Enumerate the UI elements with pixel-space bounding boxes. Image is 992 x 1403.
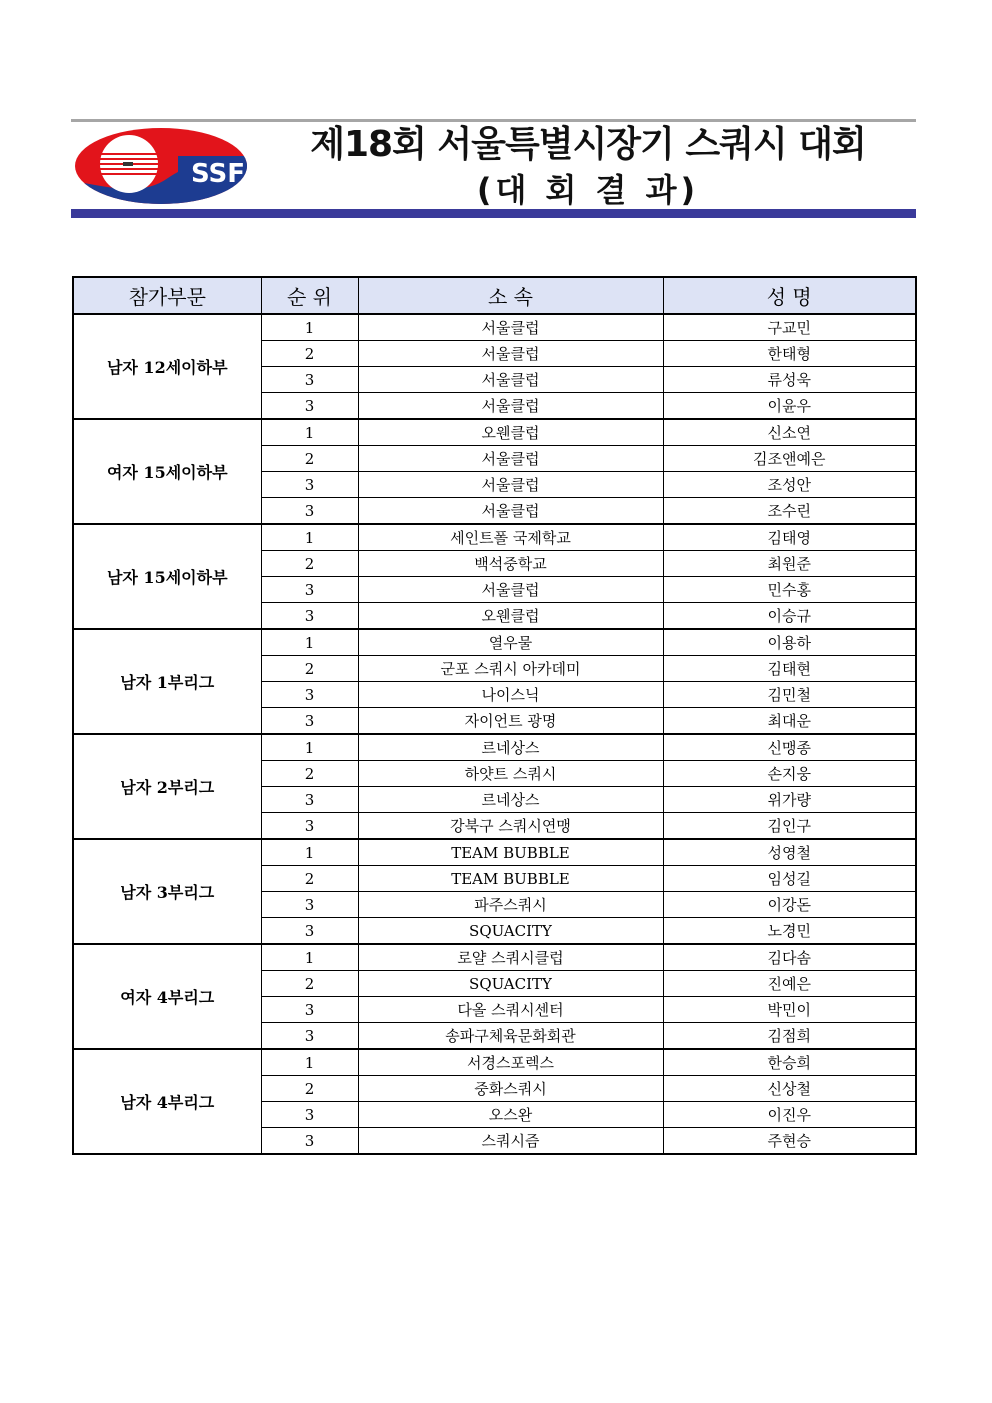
club-cell: 오웬클럽 [358,603,663,630]
club-cell: 서울클럽 [358,498,663,525]
rank-cell: 3 [261,498,358,525]
rank-cell: 3 [261,892,358,918]
rank-cell: 1 [261,524,358,551]
rank-cell: 3 [261,787,358,813]
club-cell: 서울클럽 [358,446,663,472]
rank-cell: 2 [261,656,358,682]
name-cell: 김태현 [663,656,916,682]
table-header-row [73,277,916,314]
header-rank: 순 위 [261,277,358,314]
logo-text: SSF [191,159,246,189]
rank-cell: 3 [261,1102,358,1128]
club-cell: 오웬클럽 [358,419,663,446]
name-cell: 주현승 [663,1128,916,1155]
rank-cell: 2 [261,341,358,367]
rank-cell: 3 [261,603,358,630]
club-cell: TEAM BUBBLE [358,839,663,866]
header-division: 참가부문 [73,277,261,314]
club-cell: 서울클럽 [358,393,663,420]
division-cell: 남자 1부리그 [73,629,261,734]
club-cell: SQUACITY [358,918,663,945]
club-cell: 서울클럽 [358,341,663,367]
name-cell: 임성길 [663,866,916,892]
rank-cell: 3 [261,472,358,498]
name-cell: 진예은 [663,971,916,997]
rank-cell: 1 [261,314,358,341]
name-cell: 신소연 [663,419,916,446]
name-cell: 성영철 [663,839,916,866]
club-cell: 서울클럽 [358,367,663,393]
name-cell: 김민철 [663,682,916,708]
rank-cell: 3 [261,997,358,1023]
table-row [73,839,916,866]
rank-cell: 3 [261,918,358,945]
rank-cell: 1 [261,734,358,761]
name-cell: 노경민 [663,918,916,945]
club-cell: 서울클럽 [358,472,663,498]
name-cell: 이윤우 [663,393,916,420]
table-row [73,1049,916,1076]
table-row [73,629,916,656]
name-cell: 조성안 [663,472,916,498]
club-cell: 군포 스쿼시 아카데미 [358,656,663,682]
name-cell: 최대운 [663,708,916,735]
rank-cell: 2 [261,761,358,787]
rank-cell: 3 [261,813,358,840]
club-cell: 송파구체육문화회관 [358,1023,663,1050]
table-row [73,734,916,761]
club-cell: 파주스쿼시 [358,892,663,918]
rank-cell: 3 [261,682,358,708]
club-cell: 하얏트 스쿼시 [358,761,663,787]
club-cell: 자이언트 광명 [358,708,663,735]
title-line-1: 제18회 서울특별시장기 스쿼시 대회 [310,124,866,165]
name-cell: 신맹종 [663,734,916,761]
name-cell: 민수홍 [663,577,916,603]
rank-cell: 3 [261,577,358,603]
club-cell: 서경스포렉스 [358,1049,663,1076]
rank-cell: 3 [261,367,358,393]
name-cell: 김다솜 [663,944,916,971]
division-cell: 남자 2부리그 [73,734,261,839]
name-cell: 김점희 [663,1023,916,1050]
name-cell: 박민이 [663,997,916,1023]
club-cell: 서울클럽 [358,577,663,603]
club-cell: 백석중학교 [358,551,663,577]
ssf-logo [73,126,249,206]
table-row [73,944,916,971]
club-cell: 다올 스쿼시센터 [358,997,663,1023]
club-cell: 스쿼시즘 [358,1128,663,1155]
club-cell: 강북구 스쿼시연맹 [358,813,663,840]
rank-cell: 2 [261,866,358,892]
club-cell: 르네상스 [358,787,663,813]
title-line-2: (대 회 결 과) [476,171,700,209]
page-title [260,122,916,212]
club-cell: SQUACITY [358,971,663,997]
division-cell: 남자 4부리그 [73,1049,261,1154]
club-cell: 로얄 스쿼시클럽 [358,944,663,971]
table-row [73,524,916,551]
rank-cell: 2 [261,446,358,472]
name-cell: 신상철 [663,1076,916,1102]
name-cell: 조수린 [663,498,916,525]
name-cell: 손지웅 [663,761,916,787]
club-cell: 오스완 [358,1102,663,1128]
club-cell: TEAM BUBBLE [358,866,663,892]
rank-cell: 3 [261,708,358,735]
rank-cell: 1 [261,944,358,971]
club-cell: 세인트폴 국제학교 [358,524,663,551]
name-cell: 김조앤예은 [663,446,916,472]
club-cell: 르네상스 [358,734,663,761]
name-cell: 최원준 [663,551,916,577]
results-body [73,314,916,1154]
rank-cell: 1 [261,419,358,446]
name-cell: 이승규 [663,603,916,630]
name-cell: 구교민 [663,314,916,341]
name-cell: 한태형 [663,341,916,367]
rank-cell: 2 [261,1076,358,1102]
club-cell: 중화스쿼시 [358,1076,663,1102]
club-cell: 서울클럽 [358,314,663,341]
name-cell: 위가량 [663,787,916,813]
header-club: 소 속 [358,277,663,314]
club-cell: 나이스닉 [358,682,663,708]
division-cell: 남자 12세이하부 [73,314,261,419]
division-cell: 남자 15세이하부 [73,524,261,629]
name-cell: 한승희 [663,1049,916,1076]
table-row [73,314,916,341]
rank-cell: 1 [261,839,358,866]
rank-cell: 2 [261,971,358,997]
rank-cell: 2 [261,551,358,577]
table-row [73,419,916,446]
division-cell: 남자 3부리그 [73,839,261,944]
rank-cell: 3 [261,1128,358,1155]
name-cell: 이용하 [663,629,916,656]
results-table [72,276,917,1155]
header-bottom-bar [71,209,916,218]
rank-cell: 1 [261,629,358,656]
header-name: 성 명 [663,277,916,314]
name-cell: 류성욱 [663,367,916,393]
division-cell: 여자 4부리그 [73,944,261,1049]
name-cell: 이강돈 [663,892,916,918]
rank-cell: 3 [261,1023,358,1050]
rank-cell: 3 [261,393,358,420]
division-cell: 여자 15세이하부 [73,419,261,524]
name-cell: 김인구 [663,813,916,840]
name-cell: 이진우 [663,1102,916,1128]
name-cell: 김태영 [663,524,916,551]
club-cell: 열우물 [358,629,663,656]
rank-cell: 1 [261,1049,358,1076]
